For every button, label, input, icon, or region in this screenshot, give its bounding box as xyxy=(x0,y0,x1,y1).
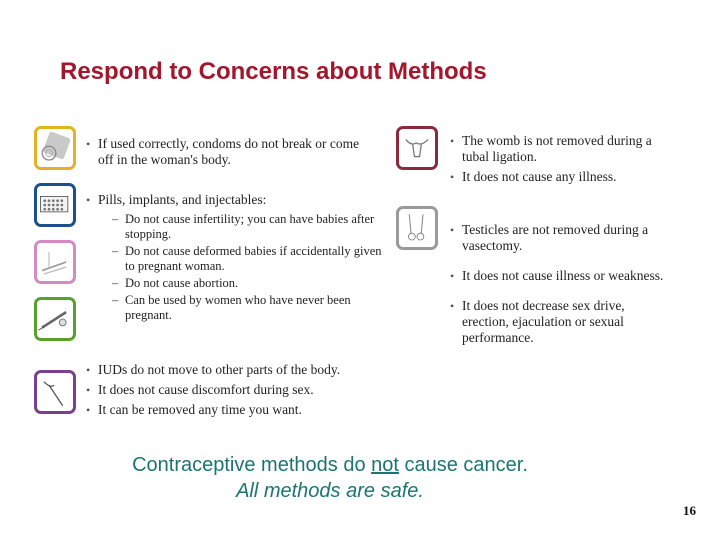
footer-line-1-prefix: Contraceptive methods do xyxy=(132,454,372,476)
slide-title: Respond to Concerns about Methods xyxy=(60,58,487,85)
vasectomy-icon xyxy=(396,206,438,250)
footer-line-1-suffix: cause cancer. xyxy=(398,454,528,476)
list-item: • If used correctly, condoms do not break or come off in the woman's body. xyxy=(86,136,366,168)
implant-icon xyxy=(34,240,76,284)
list-item: – Do not cause infertility; you can have babies after stopping. xyxy=(110,212,386,242)
list-item: • It does not cause illness or weakness. xyxy=(450,268,670,284)
footer-line-2: All methods are safe. xyxy=(236,480,424,502)
iud-icon xyxy=(34,370,76,414)
injectable-icon xyxy=(34,297,76,341)
list-item: • Testicles are not removed during a vasectomy. xyxy=(450,222,670,254)
tubal-bullets xyxy=(450,133,670,189)
condom-icon xyxy=(34,126,76,170)
list-item: – Do not cause deformed babies if accidentally given to pregnant woman. xyxy=(110,244,386,274)
list-item xyxy=(86,192,386,323)
footer-line-1 xyxy=(0,452,720,478)
hormonal-bullets xyxy=(86,192,386,327)
page-number: 16 xyxy=(683,503,696,518)
tubal-ligation-icon xyxy=(396,126,438,170)
pill-pack-icon xyxy=(34,183,76,227)
footer-emphasis: not xyxy=(371,454,399,476)
footer-message xyxy=(0,452,720,504)
list-item: • The womb is not removed during a tubal ligation. xyxy=(450,133,670,165)
vasectomy-bullets xyxy=(450,222,670,350)
condom-bullets xyxy=(86,136,366,172)
hormonal-intro: Pills, implants, and injectables: xyxy=(98,192,267,207)
list-item: – Can be used by women who have never been pregnant. xyxy=(110,293,386,323)
hormonal-sub-list xyxy=(110,212,386,323)
list-item: • It can be removed any time you want. xyxy=(86,402,406,418)
list-item: • It does not cause any illness. xyxy=(450,169,670,185)
list-item: – Do not cause abortion. xyxy=(110,276,386,291)
iud-bullets xyxy=(86,362,406,422)
list-item: • It does not cause discomfort during sex. xyxy=(86,382,406,398)
list-item: • IUDs do not move to other parts of the body. xyxy=(86,362,406,378)
list-item: • It does not decrease sex drive, erection, ejaculation or sexual performance. xyxy=(450,298,670,346)
